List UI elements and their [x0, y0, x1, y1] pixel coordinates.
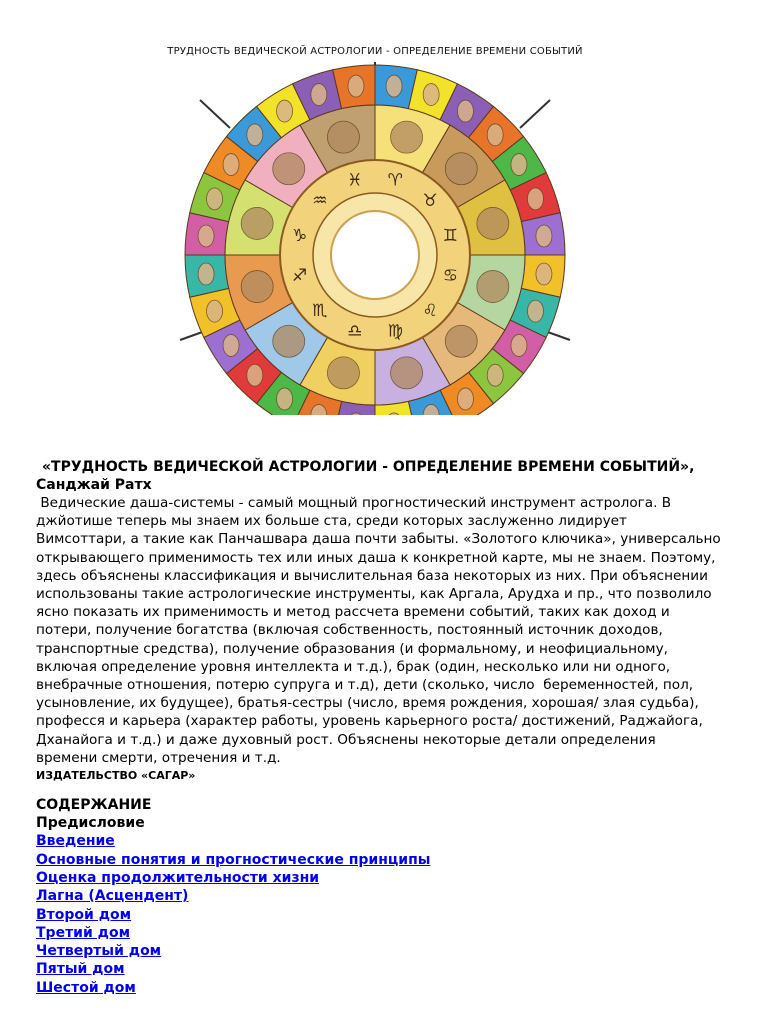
table-of-contents: [36, 814, 736, 997]
article-body: [36, 494, 736, 767]
rashi-emblem: [241, 207, 273, 239]
body-line: усыновление, их будущее), братья-сестры (число, время рождения, хорошая/ злая судьба),: [36, 695, 699, 712]
rashi-emblem: [391, 357, 423, 389]
toc-link[interactable]: Введение: [36, 833, 115, 850]
nakshatra-emblem: [207, 188, 223, 210]
zodiac-glyph: ♎: [347, 321, 363, 342]
zodiac-glyph: ♓: [347, 170, 363, 191]
nakshatra-emblem: [511, 334, 527, 356]
nakshatra-emblem: [423, 84, 439, 106]
toc-item[interactable]: [36, 869, 736, 887]
nakshatra-emblem: [348, 75, 364, 97]
body-line: включая определение уровня интеллекта и т.д.), брак (один, несколько или ни одного,: [36, 658, 671, 675]
nakshatra-emblem: [487, 124, 503, 146]
nakshatra-emblem: [487, 364, 503, 386]
nakshatra-emblem: [536, 225, 552, 247]
zodiac-glyph: ♌: [422, 301, 438, 322]
rashi-emblem: [477, 271, 509, 303]
article-title-text: «ТРУДНОСТЬ ВЕДИЧЕСКОЙ АСТРОЛОГИИ - ОПРЕДЕЛЕНИЕ ВРЕМЕНИ СОБЫТИЙ»,: [42, 459, 695, 475]
toc-item[interactable]: [36, 924, 736, 942]
zodiac-glyph: ♏: [312, 301, 328, 322]
nakshatra-emblem: [223, 334, 239, 356]
zodiac-glyph: ♉: [422, 190, 438, 211]
zodiac-glyph: ♐: [292, 266, 308, 287]
toc-item[interactable]: [36, 832, 736, 850]
body-line: професся и карьера (характер работы, уровень карьерного роста/ достижений, Раджайога,: [36, 713, 703, 730]
wheel-spike: [520, 100, 550, 128]
nakshatra-emblem: [223, 154, 239, 176]
toc-label: Предисловие: [36, 815, 145, 832]
nakshatra-emblem: [457, 100, 473, 122]
article-author: Санджай Ратх: [36, 477, 152, 493]
wheel-spike: [200, 100, 230, 128]
toc-link[interactable]: Шестой дом: [36, 979, 136, 996]
rashi-emblem: [445, 153, 477, 185]
rashi-emblem: [327, 357, 359, 389]
nakshatra-emblem: [527, 300, 543, 322]
zodiac-wheel-figure: [160, 40, 590, 415]
rashi-emblem: [391, 121, 423, 153]
zodiac-glyph: ♑: [292, 225, 308, 246]
figure-caption: ТРУДНОСТЬ ВЕДИЧЕСКОЙ АСТРОЛОГИИ - ОПРЕДЕЛЕНИЕ ВРЕМЕНИ СОБЫТИЙ: [167, 46, 583, 57]
toc-item[interactable]: [36, 979, 736, 997]
body-line: джйотише теперь мы знаем их больше ста, среди которых заслуженно лидирует: [36, 513, 627, 530]
zodiac-wheel-illustration: [160, 40, 590, 415]
rashi-emblem: [273, 325, 305, 357]
nakshatra-emblem: [277, 388, 293, 410]
body-line: Вимсоттари, а такие как Панчашвара даша почти забыты. «Золотого ключика», универсально: [36, 531, 721, 548]
nakshatra-emblem: [247, 364, 263, 386]
toc-item[interactable]: [36, 942, 736, 960]
toc-item: [36, 814, 736, 832]
body-line: использованы такие астрологические инструменты, как Аргала, Арудха и пр., что позволило: [36, 586, 712, 603]
nakshatra-emblem: [457, 388, 473, 410]
body-line: Дханайога и т.д.) и даже духовный рост. Объяснены некоторые детали определения: [36, 731, 656, 748]
rashi-emblem: [273, 153, 305, 185]
body-line: внебрачные отношения, потерю супруга и т.д), дети (сколько, число беременностей, пол,: [36, 677, 694, 694]
rashi-emblem: [477, 207, 509, 239]
nakshatra-emblem: [311, 84, 327, 106]
body-line: открывающего применимость тех или иных даша к конкретной карте, мы не знаем. Поэтому,: [36, 549, 716, 566]
body-line: здесь объяснены классификация и вычислительная база некоторых из них. При объяснении: [36, 567, 708, 584]
rashi-emblem: [241, 271, 273, 303]
article-text: [36, 458, 736, 997]
zodiac-glyph: ♒: [312, 190, 328, 211]
nakshatra-emblem: [536, 263, 552, 285]
toc-item[interactable]: [36, 887, 736, 905]
nakshatra-emblem: [198, 225, 214, 247]
zodiac-glyph: ♋: [442, 266, 458, 287]
nakshatra-emblem: [527, 188, 543, 210]
body-line: времени смерти, отречения и т.д.: [36, 749, 281, 766]
nakshatra-emblem: [386, 75, 402, 97]
toc-link[interactable]: Основные понятия и прогностические принципы: [36, 851, 431, 868]
body-line: транспортные средства), получение образования (и формальному, и неофициальному,: [36, 640, 668, 657]
nakshatra-emblem: [511, 154, 527, 176]
zodiac-glyph: ♍: [387, 321, 403, 342]
toc-link[interactable]: Оценка продолжительности хизни: [36, 869, 320, 886]
publisher-line: ИЗДАТЕЛЬСТВО «САГАР»: [36, 769, 196, 783]
rashi-emblem: [445, 325, 477, 357]
zodiac-glyph: ♈: [387, 170, 403, 191]
body-line: потери, получение богатства (включая собственность, постоянный источник доходов,: [36, 622, 663, 639]
body-line: Ведические даша-системы - самый мощный прогностический инструмент астролога. В: [36, 495, 672, 511]
article-title: [36, 458, 736, 476]
toc-link[interactable]: Второй дом: [36, 906, 132, 923]
toc-heading: СОДЕРЖАНИЕ: [36, 797, 152, 814]
toc-link[interactable]: Лагна (Асцендент): [36, 888, 189, 905]
nakshatra-emblem: [198, 263, 214, 285]
toc-item[interactable]: [36, 851, 736, 869]
toc-item[interactable]: [36, 960, 736, 978]
toc-link[interactable]: Третий дом: [36, 924, 131, 941]
nakshatra-emblem: [277, 100, 293, 122]
toc-link[interactable]: Четвертый дом: [36, 943, 162, 960]
nakshatra-emblem: [207, 300, 223, 322]
wheel-center: [331, 211, 419, 299]
zodiac-glyph: ♊: [442, 225, 458, 246]
toc-link[interactable]: Пятый дом: [36, 961, 125, 978]
rashi-emblem: [327, 121, 359, 153]
body-line: ясно показать их применимость и метод рассчета времени событий, таких как доход и: [36, 604, 670, 621]
toc-item[interactable]: [36, 906, 736, 924]
nakshatra-emblem: [247, 124, 263, 146]
